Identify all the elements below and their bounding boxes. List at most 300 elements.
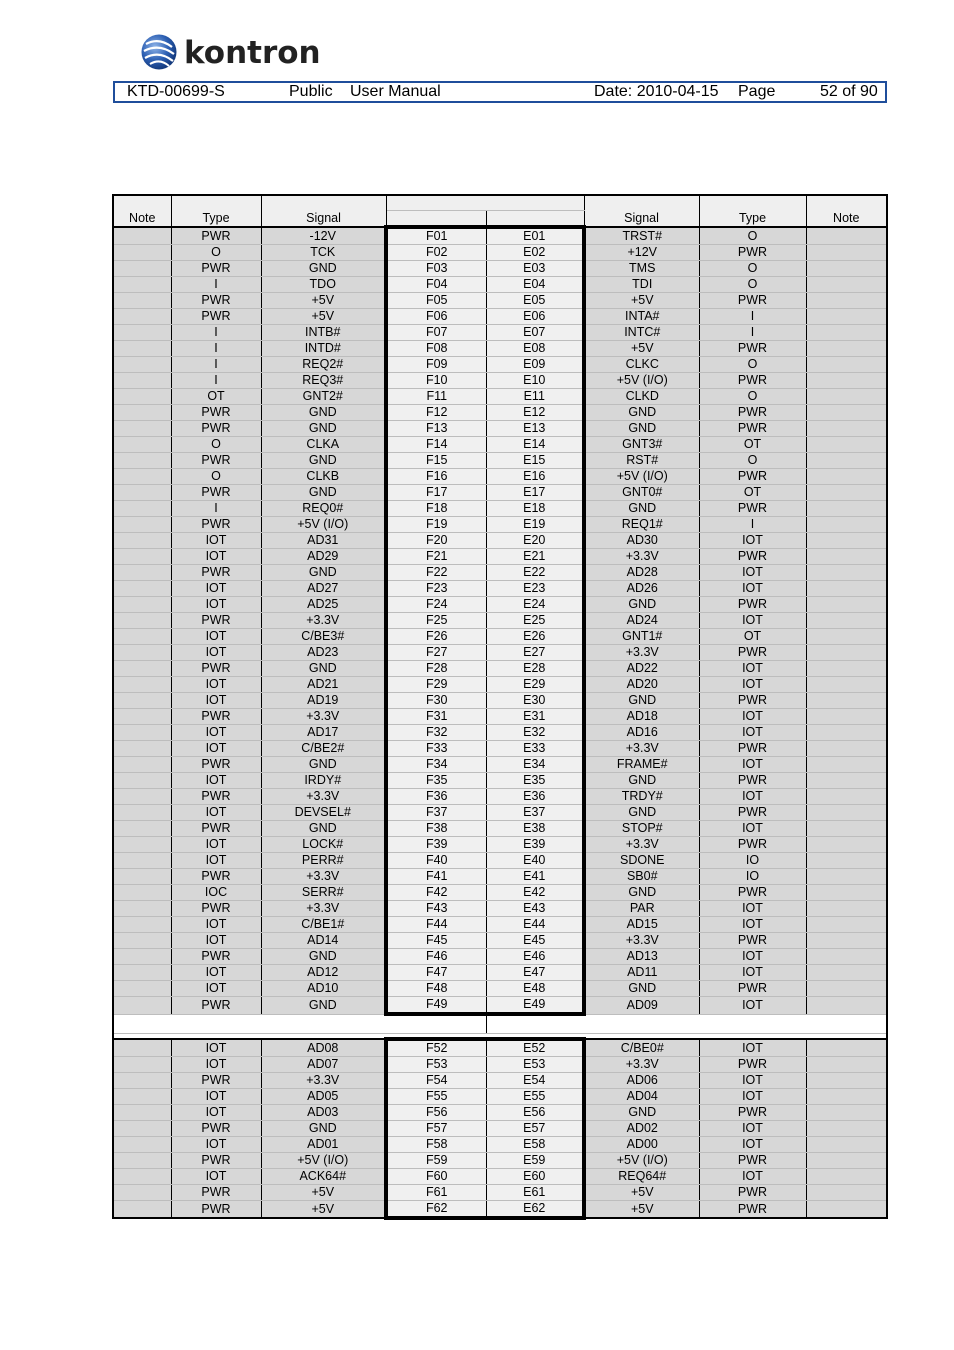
- pin-e-cell: E11: [486, 389, 584, 405]
- pin-f-cell: F33: [386, 741, 486, 757]
- r-note-cell: [806, 421, 887, 437]
- r-note-cell: [806, 373, 887, 389]
- r-type-cell: PWR: [699, 1153, 806, 1169]
- pin-e-cell: E37: [486, 805, 584, 821]
- pin-e-cell: E10: [486, 373, 584, 389]
- r-note-cell: [806, 773, 887, 789]
- l-type-cell: IOT: [171, 805, 261, 821]
- l-signal-cell: GND: [261, 405, 386, 421]
- pin-e-cell: E39: [486, 837, 584, 853]
- r-type-cell: IOT: [699, 997, 806, 1015]
- table-row: [113, 1137, 887, 1153]
- pin-e-cell: E04: [486, 277, 584, 293]
- pin-e-cell: E35: [486, 773, 584, 789]
- pin-f-cell: F58: [386, 1137, 486, 1153]
- l-signal-cell: AD14: [261, 933, 386, 949]
- r-note-cell: [806, 693, 887, 709]
- pin-f-cell: F34: [386, 757, 486, 773]
- r-type-cell: PWR: [699, 293, 806, 309]
- pin-e-cell: E62: [486, 1201, 584, 1219]
- table-row: [113, 965, 887, 981]
- l-signal-cell: REQ3#: [261, 373, 386, 389]
- r-type-cell: IOT: [699, 613, 806, 629]
- r-signal-cell: CLKD: [584, 389, 699, 405]
- pin-e-cell: E32: [486, 725, 584, 741]
- r-type-cell: IOT: [699, 901, 806, 917]
- r-signal-cell: GNT1#: [584, 629, 699, 645]
- table-row: [113, 549, 887, 565]
- table-row: [113, 357, 887, 373]
- r-signal-cell: +3.3V: [584, 837, 699, 853]
- table-row: [113, 517, 887, 533]
- table-row: [113, 565, 887, 581]
- gap-cell: [486, 1014, 887, 1034]
- l-note-cell: [113, 293, 171, 309]
- table-row: [113, 885, 887, 901]
- r-note-cell: [806, 901, 887, 917]
- l-signal-cell: TDO: [261, 277, 386, 293]
- pin-f-cell: F01: [386, 227, 486, 245]
- pin-f-cell: F21: [386, 549, 486, 565]
- l-note-cell: [113, 725, 171, 741]
- r-type-cell: O: [699, 389, 806, 405]
- pin-f-cell: F03: [386, 261, 486, 277]
- r-note-cell: [806, 661, 887, 677]
- l-type-cell: IOT: [171, 917, 261, 933]
- r-type-cell: IOT: [699, 821, 806, 837]
- l-note-cell: [113, 549, 171, 565]
- pin-e-cell: E57: [486, 1121, 584, 1137]
- r-signal-cell: PAR: [584, 901, 699, 917]
- r-type-cell: IOT: [699, 1089, 806, 1105]
- r-type-cell: O: [699, 261, 806, 277]
- table-row: [113, 981, 887, 997]
- l-type-cell: IOT: [171, 645, 261, 661]
- table-row: [113, 645, 887, 661]
- r-note-cell: [806, 501, 887, 517]
- l-type-cell: PWR: [171, 1185, 261, 1201]
- pin-f-cell: F15: [386, 453, 486, 469]
- r-type-cell: O: [699, 227, 806, 245]
- r-signal-cell: SB0#: [584, 869, 699, 885]
- l-type-cell: PWR: [171, 1153, 261, 1169]
- r-note-cell: [806, 981, 887, 997]
- r-note-cell: [806, 277, 887, 293]
- l-note-cell: [113, 437, 171, 453]
- pin-f-cell: F53: [386, 1057, 486, 1073]
- l-signal-cell: TCK: [261, 245, 386, 261]
- r-note-cell: [806, 309, 887, 325]
- column-header-right-type: Type: [699, 195, 806, 227]
- l-signal-cell: +5V (I/O): [261, 1153, 386, 1169]
- r-signal-cell: GNT0#: [584, 485, 699, 501]
- r-note-cell: [806, 517, 887, 533]
- header-spacer-cell: [386, 195, 584, 211]
- doc-classification: Public: [289, 83, 333, 100]
- r-type-cell: PWR: [699, 837, 806, 853]
- pin-f-cell: F16: [386, 469, 486, 485]
- pin-e-cell: E12: [486, 405, 584, 421]
- l-type-cell: PWR: [171, 821, 261, 837]
- pin-f-cell: F59: [386, 1153, 486, 1169]
- table-row: [113, 949, 887, 965]
- l-type-cell: IOT: [171, 725, 261, 741]
- r-note-cell: [806, 757, 887, 773]
- r-note-cell: [806, 837, 887, 853]
- pin-f-cell: F48: [386, 981, 486, 997]
- l-type-cell: PWR: [171, 565, 261, 581]
- table-row: [113, 997, 887, 1015]
- l-type-cell: I: [171, 501, 261, 517]
- l-type-cell: I: [171, 325, 261, 341]
- r-note-cell: [806, 227, 887, 245]
- r-note-cell: [806, 741, 887, 757]
- table-row: [113, 309, 887, 325]
- pin-e-cell: E14: [486, 437, 584, 453]
- l-type-cell: PWR: [171, 661, 261, 677]
- pin-e-cell: E47: [486, 965, 584, 981]
- r-note-cell: [806, 933, 887, 949]
- l-type-cell: PWR: [171, 901, 261, 917]
- pin-f-cell: F47: [386, 965, 486, 981]
- pin-f-cell: F62: [386, 1201, 486, 1219]
- l-signal-cell: AD12: [261, 965, 386, 981]
- l-signal-cell: REQ0#: [261, 501, 386, 517]
- r-type-cell: IOT: [699, 709, 806, 725]
- l-note-cell: [113, 357, 171, 373]
- l-note-cell: [113, 453, 171, 469]
- pin-e-cell: E17: [486, 485, 584, 501]
- r-type-cell: IOT: [699, 1169, 806, 1185]
- r-note-cell: [806, 789, 887, 805]
- l-signal-cell: C/BE1#: [261, 917, 386, 933]
- pin-e-cell: E09: [486, 357, 584, 373]
- r-signal-cell: +5V (I/O): [584, 1153, 699, 1169]
- pin-e-cell: E08: [486, 341, 584, 357]
- pin-e-cell: E26: [486, 629, 584, 645]
- l-signal-cell: INTB#: [261, 325, 386, 341]
- l-type-cell: IOT: [171, 1039, 261, 1057]
- l-note-cell: [113, 581, 171, 597]
- table-row: [113, 341, 887, 357]
- pin-f-cell: F25: [386, 613, 486, 629]
- r-note-cell: [806, 645, 887, 661]
- column-header-left-signal: Signal: [261, 195, 386, 227]
- l-type-cell: PWR: [171, 453, 261, 469]
- l-note-cell: [113, 373, 171, 389]
- r-signal-cell: +5V: [584, 341, 699, 357]
- pin-f-cell: F23: [386, 581, 486, 597]
- l-signal-cell: AD19: [261, 693, 386, 709]
- l-note-cell: [113, 517, 171, 533]
- l-signal-cell: AD01: [261, 1137, 386, 1153]
- r-note-cell: [806, 997, 887, 1015]
- table-row: [113, 709, 887, 725]
- pin-e-cell: E56: [486, 1105, 584, 1121]
- l-signal-cell: AD17: [261, 725, 386, 741]
- table-row: [113, 389, 887, 405]
- l-type-cell: IOT: [171, 933, 261, 949]
- l-type-cell: O: [171, 245, 261, 261]
- r-note-cell: [806, 325, 887, 341]
- l-note-cell: [113, 1089, 171, 1105]
- pin-f-cell: F37: [386, 805, 486, 821]
- r-type-cell: IOT: [699, 1121, 806, 1137]
- pin-f-cell: F09: [386, 357, 486, 373]
- pin-f-cell: F57: [386, 1121, 486, 1137]
- l-type-cell: IOT: [171, 1169, 261, 1185]
- r-note-cell: [806, 917, 887, 933]
- r-type-cell: IOT: [699, 1073, 806, 1089]
- r-note-cell: [806, 261, 887, 277]
- l-note-cell: [113, 1121, 171, 1137]
- pin-f-cell: F60: [386, 1169, 486, 1185]
- r-note-cell: [806, 293, 887, 309]
- l-signal-cell: IRDY#: [261, 773, 386, 789]
- l-note-cell: [113, 789, 171, 805]
- pin-f-cell: F11: [386, 389, 486, 405]
- r-signal-cell: TRST#: [584, 227, 699, 245]
- r-signal-cell: GND: [584, 981, 699, 997]
- l-note-cell: [113, 341, 171, 357]
- l-note-cell: [113, 405, 171, 421]
- l-note-cell: [113, 1039, 171, 1057]
- pin-f-cell: F49: [386, 997, 486, 1015]
- pin-e-cell: E45: [486, 933, 584, 949]
- r-type-cell: IOT: [699, 965, 806, 981]
- pin-e-cell: E58: [486, 1137, 584, 1153]
- l-type-cell: PWR: [171, 517, 261, 533]
- l-type-cell: PWR: [171, 1073, 261, 1089]
- r-type-cell: I: [699, 517, 806, 533]
- l-note-cell: [113, 1137, 171, 1153]
- l-type-cell: PWR: [171, 227, 261, 245]
- l-note-cell: [113, 773, 171, 789]
- r-note-cell: [806, 1121, 887, 1137]
- r-type-cell: IOT: [699, 677, 806, 693]
- table-row: [113, 1089, 887, 1105]
- l-type-cell: IOT: [171, 693, 261, 709]
- l-signal-cell: AD03: [261, 1105, 386, 1121]
- r-type-cell: PWR: [699, 373, 806, 389]
- pin-f-cell: F40: [386, 853, 486, 869]
- l-signal-cell: AD21: [261, 677, 386, 693]
- l-type-cell: IOT: [171, 1105, 261, 1121]
- l-type-cell: IOT: [171, 533, 261, 549]
- l-signal-cell: +3.3V: [261, 789, 386, 805]
- l-note-cell: [113, 469, 171, 485]
- l-note-cell: [113, 741, 171, 757]
- l-signal-cell: GNT2#: [261, 389, 386, 405]
- r-type-cell: PWR: [699, 245, 806, 261]
- l-signal-cell: AD05: [261, 1089, 386, 1105]
- r-note-cell: [806, 597, 887, 613]
- pin-f-cell: F56: [386, 1105, 486, 1121]
- pin-e-cell: E53: [486, 1057, 584, 1073]
- pinout-table-body: [113, 195, 887, 1218]
- pin-e-cell: E13: [486, 421, 584, 437]
- l-type-cell: I: [171, 277, 261, 293]
- r-signal-cell: +5V (I/O): [584, 373, 699, 389]
- l-note-cell: [113, 1169, 171, 1185]
- table-row: [113, 1201, 887, 1219]
- table-row: [113, 533, 887, 549]
- l-signal-cell: AD25: [261, 597, 386, 613]
- r-type-cell: O: [699, 357, 806, 373]
- r-signal-cell: AD30: [584, 533, 699, 549]
- pin-e-cell: E30: [486, 693, 584, 709]
- l-signal-cell: AD29: [261, 549, 386, 565]
- r-type-cell: PWR: [699, 741, 806, 757]
- l-note-cell: [113, 853, 171, 869]
- l-note-cell: [113, 901, 171, 917]
- r-signal-cell: AD06: [584, 1073, 699, 1089]
- pin-e-cell: E06: [486, 309, 584, 325]
- l-note-cell: [113, 1057, 171, 1073]
- r-signal-cell: REQ64#: [584, 1169, 699, 1185]
- r-note-cell: [806, 1185, 887, 1201]
- table-row: [113, 741, 887, 757]
- l-note-cell: [113, 1185, 171, 1201]
- pin-e-cell: E19: [486, 517, 584, 533]
- r-note-cell: [806, 389, 887, 405]
- pin-f-cell: F44: [386, 917, 486, 933]
- l-signal-cell: C/BE2#: [261, 741, 386, 757]
- doc-type: User Manual: [350, 83, 441, 100]
- l-note-cell: [113, 933, 171, 949]
- l-type-cell: IOT: [171, 981, 261, 997]
- r-note-cell: [806, 245, 887, 261]
- l-signal-cell: C/BE3#: [261, 629, 386, 645]
- l-signal-cell: +3.3V: [261, 901, 386, 917]
- l-note-cell: [113, 837, 171, 853]
- table-row: [113, 837, 887, 853]
- r-note-cell: [806, 965, 887, 981]
- r-signal-cell: TDI: [584, 277, 699, 293]
- r-signal-cell: AD11: [584, 965, 699, 981]
- l-note-cell: [113, 997, 171, 1015]
- r-note-cell: [806, 709, 887, 725]
- r-signal-cell: INTC#: [584, 325, 699, 341]
- l-type-cell: PWR: [171, 869, 261, 885]
- r-type-cell: IOT: [699, 581, 806, 597]
- l-note-cell: [113, 565, 171, 581]
- r-type-cell: IOT: [699, 1137, 806, 1153]
- l-type-cell: PWR: [171, 1201, 261, 1219]
- r-type-cell: PWR: [699, 933, 806, 949]
- table-row: [113, 227, 887, 245]
- r-note-cell: [806, 821, 887, 837]
- pin-e-cell: E24: [486, 597, 584, 613]
- l-signal-cell: GND: [261, 1121, 386, 1137]
- r-signal-cell: AD24: [584, 613, 699, 629]
- pin-f-cell: F35: [386, 773, 486, 789]
- r-signal-cell: AD15: [584, 917, 699, 933]
- table-row: [113, 757, 887, 773]
- pin-f-cell: F30: [386, 693, 486, 709]
- r-note-cell: [806, 613, 887, 629]
- r-note-cell: [806, 485, 887, 501]
- l-note-cell: [113, 597, 171, 613]
- r-signal-cell: +5V: [584, 1185, 699, 1201]
- r-signal-cell: SDONE: [584, 853, 699, 869]
- table-row: [113, 853, 887, 869]
- pin-f-cell: F43: [386, 901, 486, 917]
- r-signal-cell: +3.3V: [584, 549, 699, 565]
- r-note-cell: [806, 725, 887, 741]
- l-note-cell: [113, 485, 171, 501]
- doc-date: Date: 2010-04-15: [594, 83, 719, 100]
- pin-e-cell: E18: [486, 501, 584, 517]
- pin-e-cell: E01: [486, 227, 584, 245]
- l-type-cell: IOT: [171, 741, 261, 757]
- table-row: [113, 261, 887, 277]
- r-type-cell: IOT: [699, 533, 806, 549]
- pin-e-cell: E23: [486, 581, 584, 597]
- l-type-cell: PWR: [171, 485, 261, 501]
- pin-f-cell: F26: [386, 629, 486, 645]
- r-signal-cell: GND: [584, 421, 699, 437]
- l-type-cell: PWR: [171, 613, 261, 629]
- pin-e-cell: E38: [486, 821, 584, 837]
- r-signal-cell: AD09: [584, 997, 699, 1015]
- l-note-cell: [113, 677, 171, 693]
- r-signal-cell: AD02: [584, 1121, 699, 1137]
- table-row: [113, 677, 887, 693]
- table-row: [113, 437, 887, 453]
- l-type-cell: IOT: [171, 597, 261, 613]
- table-row: [113, 725, 887, 741]
- r-note-cell: [806, 581, 887, 597]
- r-signal-cell: AD04: [584, 1089, 699, 1105]
- l-note-cell: [113, 981, 171, 997]
- r-note-cell: [806, 949, 887, 965]
- r-signal-cell: GND: [584, 1105, 699, 1121]
- pin-f-cell: F38: [386, 821, 486, 837]
- l-type-cell: PWR: [171, 405, 261, 421]
- pin-e-cell: E25: [486, 613, 584, 629]
- table-row: [113, 1121, 887, 1137]
- l-signal-cell: LOCK#: [261, 837, 386, 853]
- r-type-cell: IOT: [699, 565, 806, 581]
- table-row: [113, 293, 887, 309]
- table-row: [113, 1185, 887, 1201]
- pin-e-cell: E54: [486, 1073, 584, 1089]
- r-signal-cell: AD00: [584, 1137, 699, 1153]
- table-row: [113, 1073, 887, 1089]
- r-signal-cell: STOP#: [584, 821, 699, 837]
- l-signal-cell: AD07: [261, 1057, 386, 1073]
- l-note-cell: [113, 805, 171, 821]
- l-note-cell: [113, 325, 171, 341]
- table-row: [113, 1169, 887, 1185]
- r-signal-cell: GND: [584, 405, 699, 421]
- r-signal-cell: GND: [584, 885, 699, 901]
- r-type-cell: IOT: [699, 949, 806, 965]
- r-type-cell: O: [699, 277, 806, 293]
- r-type-cell: IOT: [699, 1039, 806, 1057]
- pin-f-cell: F08: [386, 341, 486, 357]
- pin-e-cell: E28: [486, 661, 584, 677]
- pin-e-cell: E33: [486, 741, 584, 757]
- r-signal-cell: +3.3V: [584, 741, 699, 757]
- table-row: [113, 373, 887, 389]
- r-signal-cell: GND: [584, 773, 699, 789]
- l-type-cell: PWR: [171, 1121, 261, 1137]
- r-type-cell: IOT: [699, 789, 806, 805]
- pin-f-cell: F10: [386, 373, 486, 389]
- l-note-cell: [113, 917, 171, 933]
